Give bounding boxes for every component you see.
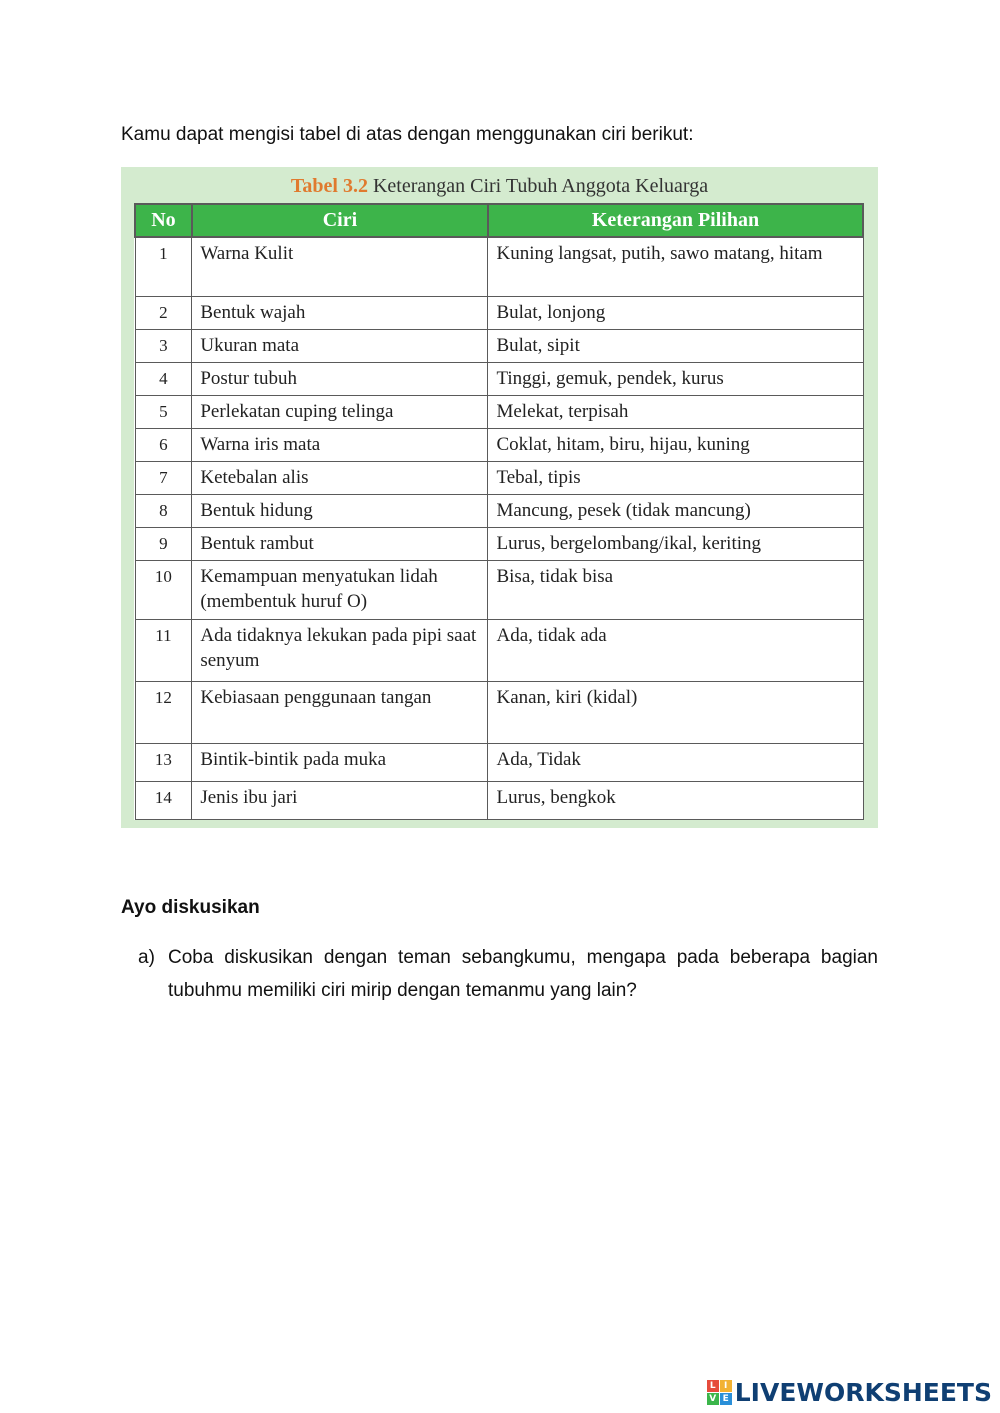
row-no: 12 [135, 682, 192, 744]
table-row [135, 561, 863, 620]
logo-block-v: V [707, 1393, 719, 1405]
liveworksheets-logo [707, 1378, 992, 1407]
intro-text: Kamu dapat mengisi tabel di atas dengan menggunakan ciri berikut: [121, 124, 694, 145]
row-ciri: Bintik-bintik pada muka [192, 744, 488, 782]
row-pilihan: Lurus, bengkok [488, 782, 863, 820]
row-ciri: Postur tubuh [192, 363, 488, 396]
logo-text: LIVEWORKSHEETS [734, 1378, 992, 1407]
row-pilihan: Coklat, hitam, biru, hijau, kuning [488, 429, 863, 462]
table-caption-label: Tabel 3.2 [290, 175, 368, 197]
row-no: 3 [135, 330, 192, 363]
row-no: 9 [135, 528, 192, 561]
table-row [135, 744, 863, 782]
table-row [135, 782, 863, 820]
logo-block-e: E [720, 1393, 732, 1405]
row-no: 5 [135, 396, 192, 429]
row-no: 14 [135, 782, 192, 820]
logo-blocks-icon [707, 1380, 732, 1405]
row-no: 8 [135, 495, 192, 528]
table-row [135, 363, 863, 396]
row-no: 10 [135, 561, 192, 620]
header-ciri: Ciri [192, 204, 488, 237]
section-title: Ayo diskusikan [121, 897, 260, 918]
row-pilihan: Ada, tidak ada [488, 620, 863, 682]
table-row [135, 237, 863, 297]
row-pilihan: Kuning langsat, putih, sawo matang, hitam [488, 237, 863, 297]
table-caption [121, 175, 878, 198]
row-no: 6 [135, 429, 192, 462]
row-pilihan: Bulat, lonjong [488, 297, 863, 330]
table-row [135, 528, 863, 561]
row-ciri: Jenis ibu jari [192, 782, 488, 820]
table-header-row [135, 204, 863, 237]
row-pilihan: Bulat, sipit [488, 330, 863, 363]
question-marker: a) [138, 947, 155, 968]
table-row [135, 682, 863, 744]
traits-table [134, 203, 864, 820]
row-ciri: Kebiasaan penggunaan tangan [192, 682, 488, 744]
table-row [135, 462, 863, 495]
row-ciri: Ukuran mata [192, 330, 488, 363]
table-row [135, 297, 863, 330]
row-ciri: Ada tidaknya lekukan pada pipi saat senyum [192, 620, 488, 682]
row-ciri: Bentuk wajah [192, 297, 488, 330]
row-no: 2 [135, 297, 192, 330]
row-pilihan: Ada, Tidak [488, 744, 863, 782]
row-ciri: Warna Kulit [192, 237, 488, 297]
table-panel [121, 167, 878, 828]
table-row [135, 330, 863, 363]
header-pilihan: Keterangan Pilihan [488, 204, 863, 237]
row-ciri: Warna iris mata [192, 429, 488, 462]
row-pilihan: Mancung, pesek (tidak mancung) [488, 495, 863, 528]
table-caption-title: Keterangan Ciri Tubuh Anggota Keluarga [372, 175, 709, 197]
row-pilihan: Lurus, bergelombang/ikal, keriting [488, 528, 863, 561]
table-row [135, 620, 863, 682]
table-row [135, 495, 863, 528]
row-ciri: Perlekatan cuping telinga [192, 396, 488, 429]
table-row [135, 429, 863, 462]
row-pilihan: Tinggi, gemuk, pendek, kurus [488, 363, 863, 396]
row-pilihan: Bisa, tidak bisa [488, 561, 863, 620]
row-ciri: Kemampuan menyatukan lidah (membentuk huruf O) [192, 561, 488, 620]
row-no: 4 [135, 363, 192, 396]
row-no: 7 [135, 462, 192, 495]
table-row [135, 396, 863, 429]
header-no: No [135, 204, 192, 237]
row-ciri: Ketebalan alis [192, 462, 488, 495]
question-text: Coba diskusikan dengan teman sebangkumu, mengapa pada beberapa bagian tubuhmu memiliki ciri mirip dengan temanmu yang lain? [168, 947, 878, 1001]
logo-block-l: L [707, 1380, 719, 1392]
row-no: 11 [135, 620, 192, 682]
row-pilihan: Kanan, kiri (kidal) [488, 682, 863, 744]
row-pilihan: Tebal, tipis [488, 462, 863, 495]
logo-block-i: I [720, 1380, 732, 1392]
row-no: 13 [135, 744, 192, 782]
row-ciri: Bentuk hidung [192, 495, 488, 528]
row-ciri: Bentuk rambut [192, 528, 488, 561]
row-pilihan: Melekat, terpisah [488, 396, 863, 429]
discussion-question [138, 941, 878, 1007]
row-no: 1 [135, 237, 192, 297]
